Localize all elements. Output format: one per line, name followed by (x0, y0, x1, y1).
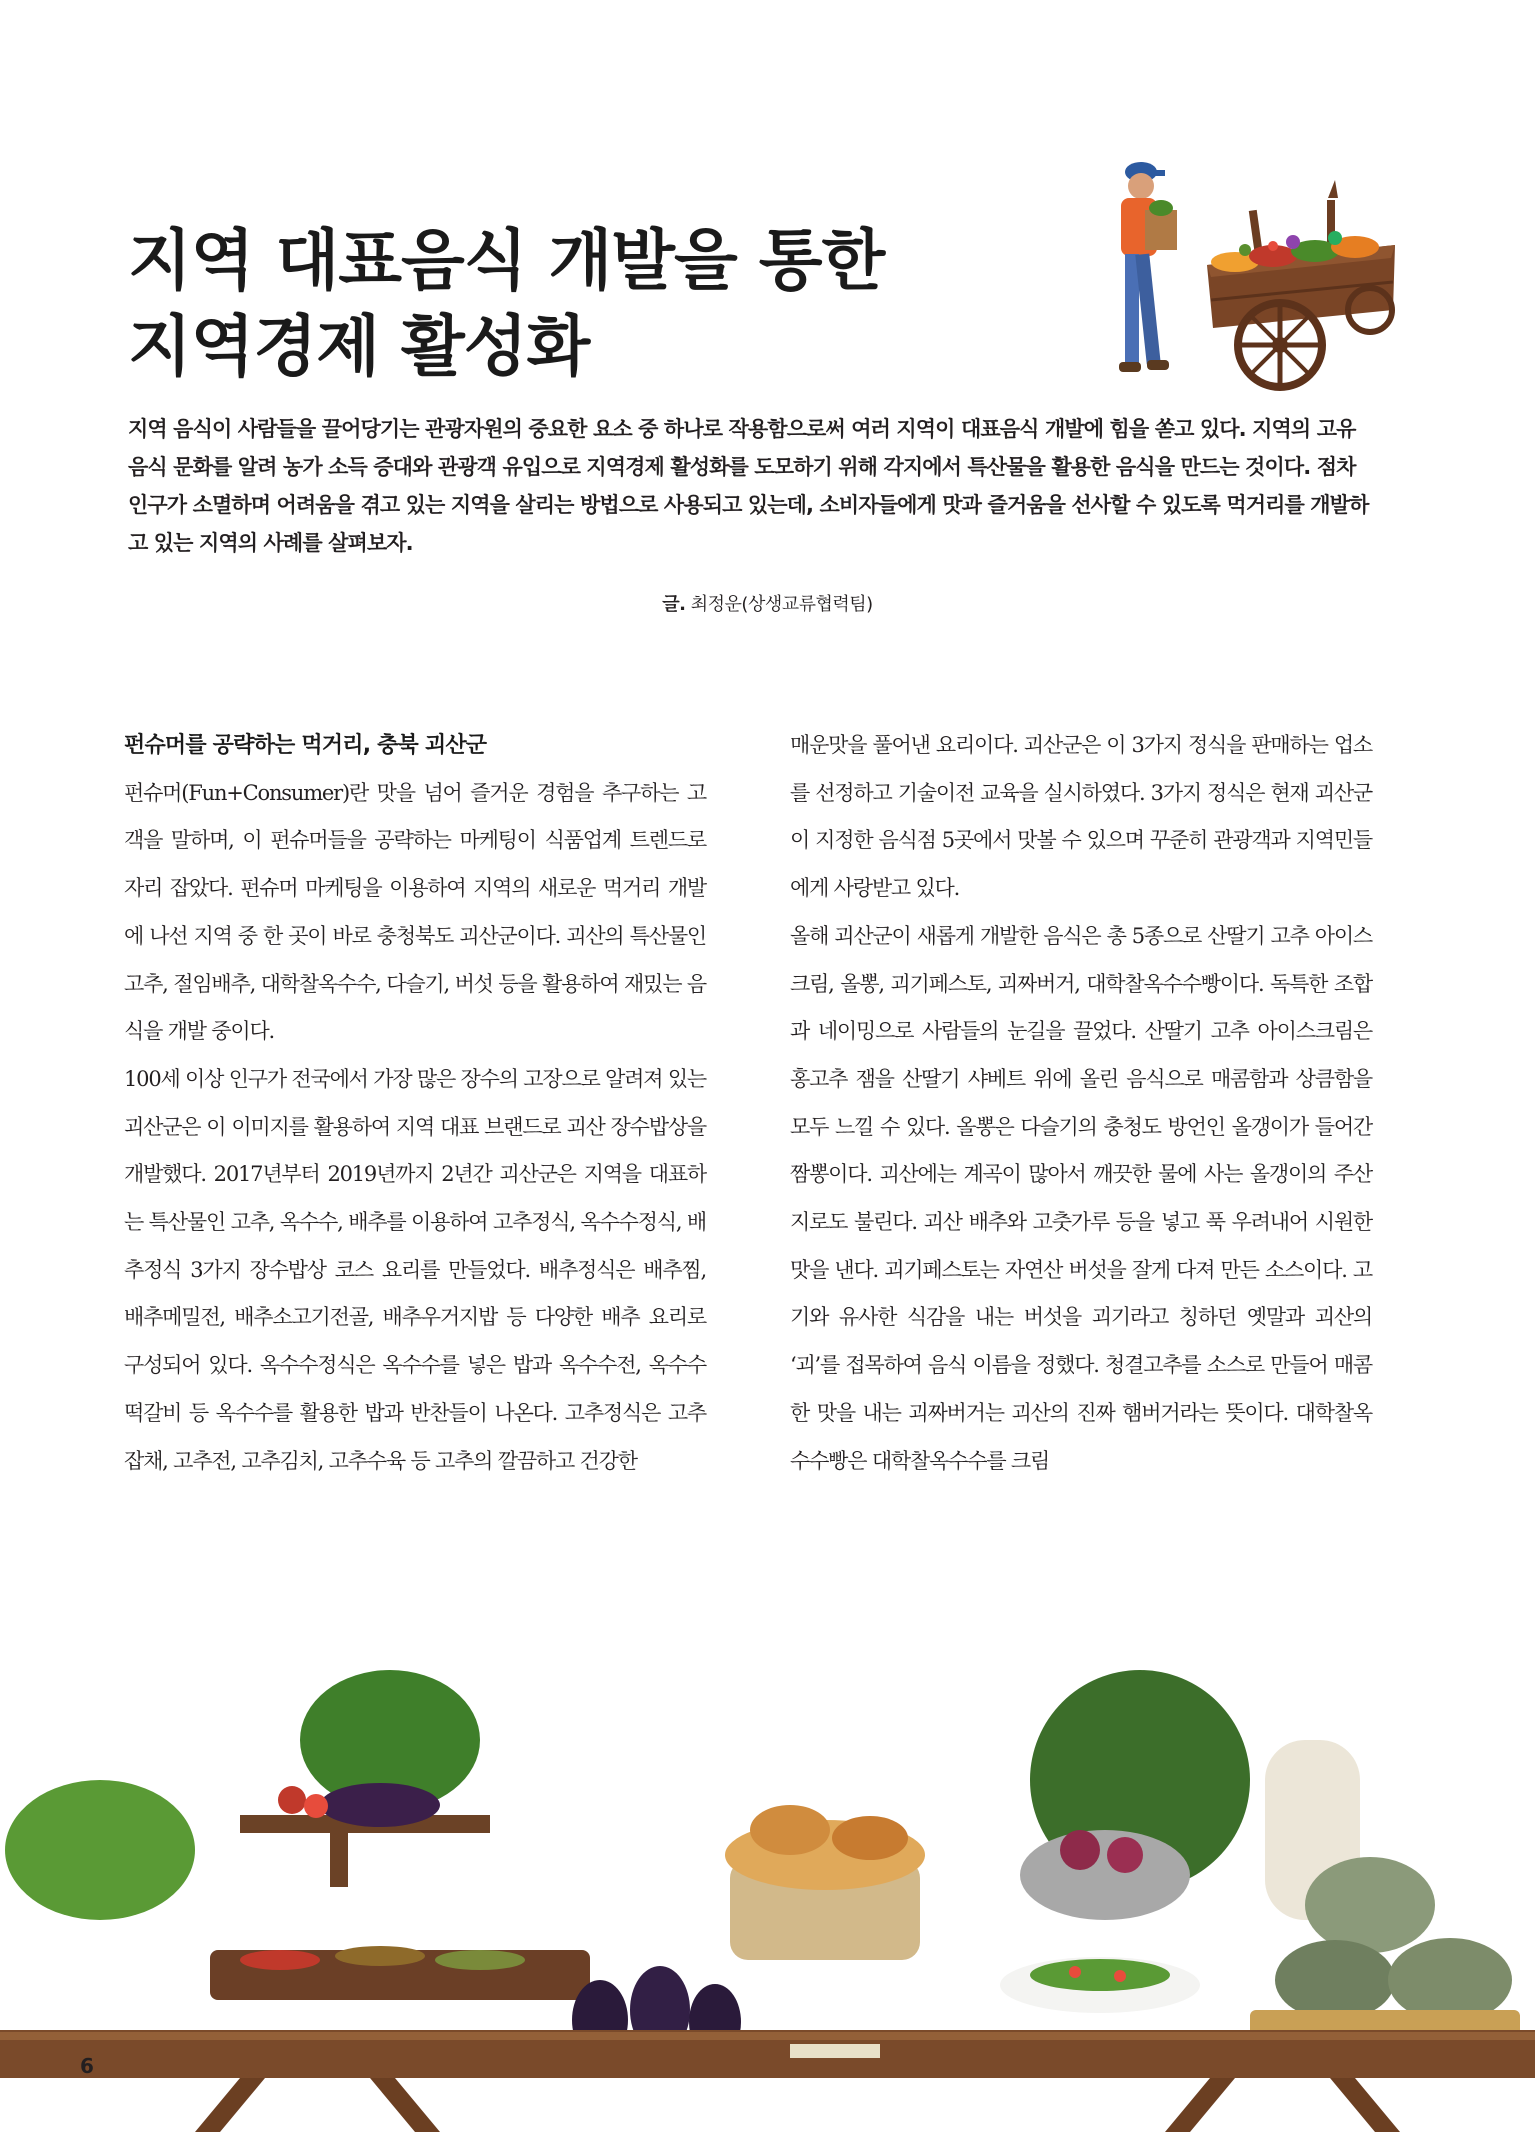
body-paragraph: 펀슈머(Fun+Consumer)란 맛을 넘어 즐거운 경험을 추구하는 고객을 말하며, 이 펀슈머들을 공략하는 마케팅이 식품업계 트렌드로 자리 잡았다. 펀슈머 마케팅을 이용하여 지역의 새로운 먹거리 개발에 나선 지역 중 한 곳이 바로 충청북도 괴산군이다. 괴산의 특산물인 고추, 절임배추, 대학찰옥수수, 다슬기, 버섯 등을 활용하여 재밌는 음식을 개발 중이다. (124, 780, 706, 1044)
farmer-with-vegetable-cart-icon (1095, 150, 1405, 400)
byline (0, 590, 1535, 616)
byline-author: 최정운(상생교류협력팀) (690, 594, 873, 615)
article-title (128, 218, 1028, 390)
food-buffet-table-photo (0, 1660, 1535, 2132)
byline-label: 글. (662, 594, 686, 615)
body-paragraph: 매운맛을 풀어낸 요리이다. 괴산군은 이 3가지 정식을 판매하는 업소를 선정하고 기술이전 교육을 실시하였다. 3가지 정식은 현재 괴산군이 지정한 음식점 5곳에서 맛볼 수 있으며 꾸준히 관광객과 지역민들에게 사랑받고 있다. (790, 733, 1372, 901)
body-paragraph: 올해 괴산군이 새롭게 개발한 음식은 총 5종으로 산딸기 고추 아이스크림, 올뽕, 괴기페스토, 괴짜버거, 대학찰옥수수빵이다. 독특한 조합과 네이밍으로 사람들의 눈길을 끌었다. 산딸기 고추 아이스크림은 홍고추 잼을 산딸기 샤베트 위에 올린 음식으로 매콤함과 상큼함을 모두 느낄 수 있다. 올뽕은 다슬기의 충청도 방언인 올갱이가 들어간 짬뽕이다. 괴산에는 계곡이 많아서 깨끗한 물에 사는 올갱이의 주산지로도 불린다. 괴산 배추와 고춧가루 등을 넣고 푹 우려내어 시원한 맛을 낸다. 괴기페스토는 자연산 버섯을 잘게 다져 만든 소스이다. 고기와 유사한 식감을 내는 버섯을 괴기라고 칭하던 옛말과 괴산의 ‘괴’를 접목하여 음식 이름을 정했다. 청결고추를 소스로 만들어 매콤한 맛을 내는 괴짜버거는 괴산의 진짜 햄버거라는 뜻이다. 대학찰옥수수빵은 대학찰옥수수를 크림 (790, 923, 1372, 1473)
title-line-2: 지역경제 활성화 (128, 308, 590, 385)
section-heading: 펀슈머를 공략하는 먹거리, 충북 괴산군 (124, 733, 487, 758)
body-paragraph: 100세 이상 인구가 전국에서 가장 많은 장수의 고장으로 알려져 있는 괴산군은 이 이미지를 활용하여 지역 대표 브랜드로 괴산 장수밥상을 개발했다. 2017년부터 2019년까지 2년간 괴산군은 지역을 대표하는 특산물인 고추, 옥수수, 배추를 이용하여 고추정식, 옥수수정식, 배추정식 3가지 장수밥상 코스 요리를 만들었다. 배추정식은 배추찜, 배추메밀전, 배추소고기전골, 배추우거지밥 등 다양한 배추 요리로 구성되어 있다. 옥수수정식은 옥수수를 넣은 밥과 옥수수전, 옥수수 떡갈비 등 옥수수를 활용한 밥과 반찬들이 나온다. 고추정식은 고추잡채, 고추전, 고추김치, 고추수육 등 고추의 깔끔하고 건강한 (124, 1066, 706, 1473)
page-number: 6 (80, 2054, 94, 2078)
body-column-left (124, 722, 706, 1485)
article-lead: 지역 음식이 사람들을 끌어당기는 관광자원의 중요한 요소 중 하나로 작용함으로써 여러 지역이 대표음식 개발에 힘을 쏟고 있다. 지역의 고유 음식 문화를 알려 농가 소득 증대와 관광객 유입으로 지역경제 활성화를 도모하기 위해 각지에서 특산물을 활용한 음식을 만드는 것이다. 점차 인구가 소멸하며 어려움을 겪고 있는 지역을 살리는 방법으로 사용되고 있는데, 소비자들에게 맛과 즐거움을 선사할 수 있도록 먹거리를 개발하고 있는 지역의 사례를 살펴보자. (128, 417, 1369, 555)
title-line-1: 지역 대표음식 개발을 통한 (128, 222, 885, 299)
body-column-right (790, 722, 1372, 1485)
